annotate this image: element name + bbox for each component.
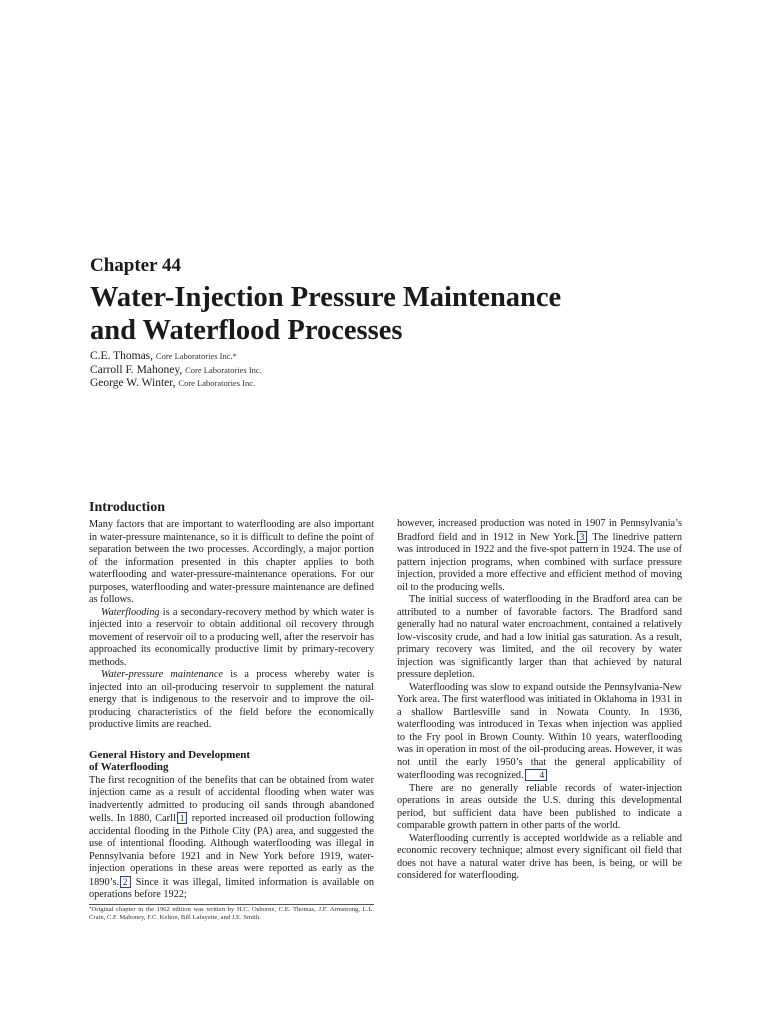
chapter-title-line2: and Waterflood Processes: [90, 315, 403, 346]
intro-paragraph: Many factors that are important to waterflooding are also important in water-pressure maintenance, so it is difficult to define the point of separation between the two processes. Accordingly, a major portion of the information presented in this chapter applies to both waterflooding and water-pressure-maintenance operations. For our purposes, waterflooding and water-pressure maintenance are defined as follows.: [89, 519, 374, 605]
section-heading-introduction: Introduction: [89, 500, 165, 515]
paragraph-text: however, increased production was noted in 1907 in Pennsylvania’s Bradford field and in 1912 in New York.: [397, 518, 682, 543]
footnote: [89, 906, 374, 922]
paragraph-text: The linedrive pattern was introduced in 1922 and the five-spot pattern in 1924. The use of pattern injection programs, when combined with surface pressure injection, provided a more effective and efficient method of moving oil to the producing wells.: [397, 531, 682, 593]
heading-line: General History and Development: [89, 748, 251, 761]
footnote-text: Original chapter in the 1962 edition was written by H.C. Osborne, C.E. Thomas, J.F. Armstrong, L.L. Crain, C.F. Mahoney, F.C. Kelton, Bill Lafayette, and J.E. Smith.: [89, 905, 374, 921]
left-column: [89, 500, 374, 922]
definition-term: Water-pressure maintenance: [101, 669, 224, 680]
author-name: Carroll F. Mahoney,: [90, 363, 183, 376]
author-entry: [90, 350, 262, 364]
definition-text: is a process whereby water is injected into an oil-producing reservoir to supplement the natural energy that is indigenous to the reservoir and to improve the oil-producing characteristics of the field before the economically productive limits are reached.: [89, 669, 375, 730]
expansion-paragraph: [397, 682, 682, 783]
reference-link-2[interactable]: 2: [120, 876, 131, 888]
author-name: George W. Winter,: [90, 377, 176, 389]
current-status-paragraph: Waterflooding currently is accepted worldwide as a reliable and economic recovery technique; almost every significant oil field that does not have a natural water drive has been, is being, or will be considered for waterflooding.: [397, 832, 682, 881]
author-entry: [90, 377, 262, 391]
footnote-divider: [89, 904, 374, 905]
reference-link-3[interactable]: 3: [577, 531, 588, 543]
right-column: [397, 518, 682, 883]
waterflooding-definition: [89, 607, 374, 670]
pressure-maintenance-definition: [89, 669, 374, 732]
chapter-label: Chapter 44: [90, 255, 181, 276]
chapter-title: [90, 281, 710, 347]
footnote-marker: *: [89, 906, 92, 912]
chapter-title-line1: Water-Injection Pressure Maintenance: [90, 282, 562, 313]
reference-link-1[interactable]: 1: [177, 812, 188, 824]
author-list: [90, 350, 262, 391]
history-paragraph: [89, 775, 374, 902]
definition-text: is a secondary-recovery method by which water is injected into a reservoir to obtain additional oil recovery through movement of reservoir oil to a producing well, after the reservoir has approached its economically productive limit by primary-recovery methods.: [89, 606, 374, 668]
history-paragraph-continued: [397, 518, 682, 594]
paragraph-text: reported increased oil production following accidental flooding in the Pithole City (PA) area, and suggested the use of intentional flooding. Although waterflooding was illegal in Pennsylvania before 1921 and in New York before 1919, water-injection operations in these areas were reported as early as the 1890’s.: [89, 813, 374, 888]
author-affiliation: Core Laboratories Inc.: [185, 364, 262, 375]
author-entry: [90, 364, 262, 378]
section-heading-history: [89, 749, 374, 773]
author-affiliation: Core Laboratories Inc.*: [155, 351, 237, 361]
author-name: C.E. Thomas,: [90, 350, 154, 362]
records-paragraph: There are no generally reliable records of water-injection operations in areas outside the U.S. during this developmental period, but sufficient data have been published to indicate a comparable growth pattern in other parts of the world.: [397, 782, 682, 831]
definition-term: Waterflooding: [101, 606, 160, 618]
author-affiliation: Core Laboratories Inc.: [178, 378, 256, 388]
heading-line: of Waterflooding: [89, 760, 169, 773]
bradford-paragraph: The initial success of waterflooding in the Bradford area can be attributed to a number of favorable factors. The Bradford sand generally had no natural water encroachment, contained a relatively low-viscosity crude, and had a low initial gas saturation. As a result, primary recovery was limited, and the oil recovery by water injection was significantly larger than that achieved by natural pressure depletion.: [397, 594, 682, 680]
paragraph-text: The first recognition of the benefits that can be obtained from water injection came as a result of accidental flooding when water was inadvertently admitted to producing oil sands through abandoned wells. In 1880, Carll: [89, 774, 374, 824]
reference-link-4[interactable]: 4: [525, 769, 548, 781]
paragraph-text: Waterflooding was slow to expand outside the Pennsylvania-New York area. The first waterflood was initiated in Oklahoma in 1931 in a shallow Bartlesville sand in Nowata County. In 1936, waterflooding was introduced in Texas when injection was applied to the Fry pool in Brown County. Within 10 years, waterflooding was in operation in most of the oil-producing areas. However, it was not until the early 1950’s that the general applicability of waterflooding was recognized.: [397, 681, 682, 781]
paragraph-text: Since it was illegal, limited information is available on operations before 1922;: [89, 876, 374, 900]
